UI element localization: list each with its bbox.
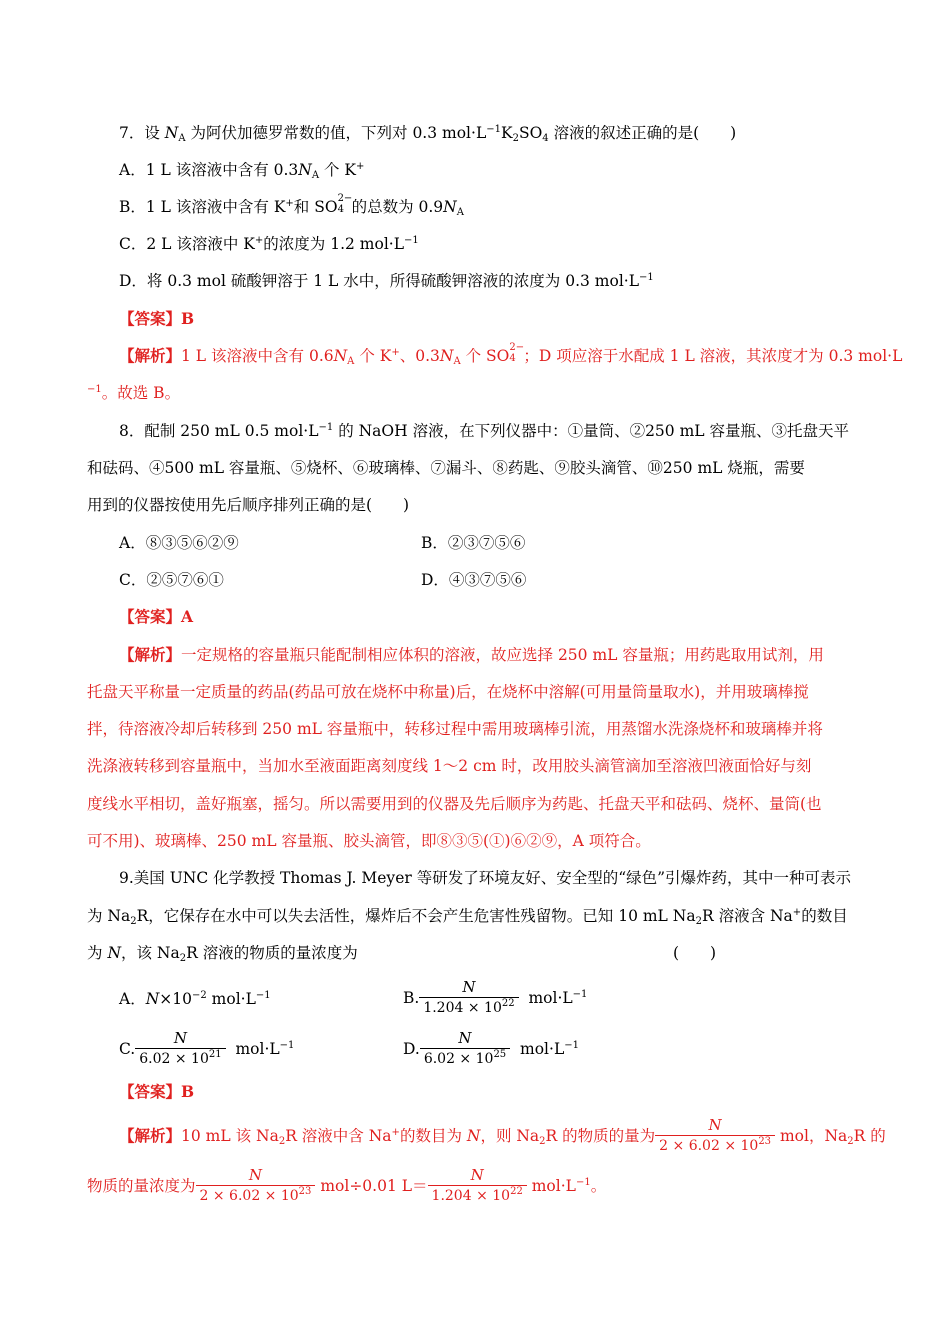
fraction: $\frac{N}{1.204 \times 10^{22}}$ xyxy=(419,979,518,1016)
q9-explanation-line2: 物质的量浓度为 $\frac{N}{2 \times 6.02 \times 10^{23}}$ mol÷0.01 L＝ $\frac{N}{1.204 \times 10^{22}}$ $mol\cdot L^{-1}$。 xyxy=(87,1165,607,1204)
q7-option-d: D．将 0.3 mol 硫酸钾溶于 1 L 水中，所得硫酸钾溶液的浓度为 0.3 $mol\cdot L^{-1}$ xyxy=(119,272,654,290)
q8-stem-line3: 用到的仪器按使用先后顺序排列正确的是( ) xyxy=(87,496,410,514)
q7-explanation-line1: 【解析】1 L 该溶液中含有 $0.6N_A$ 个 K+、$0.3N_A$ 个 SO 2− 4 ；D 项应溶于水配成 1 L 溶液，其浓度才为 0.3 mol·L xyxy=(119,342,903,367)
fraction: $\frac{N}{1.204 \times 10^{22}}$ xyxy=(428,1167,527,1204)
q8-explanation-line4: 洗涤液转移到容量瓶中，当加水至液面距离刻度线 1～2 cm 时，改用胶头滴管滴加至溶液凹液面恰好与刻 xyxy=(87,757,812,775)
q9-option-a: A．$N\times 10^{-2}$ $mol\cdot L^{-1}$ xyxy=(119,990,271,1008)
q9-option-b: B. $\frac{N}{1.204 \times 10^{22}}$ $mol\cdot L^{-1}$ xyxy=(403,977,588,1016)
q8-option-b: B．②③⑦⑤⑥ xyxy=(421,534,526,552)
q9-answer-paren: ( ) xyxy=(673,944,717,962)
q8-stem-line2: 和砝码、④500 mL 容量瓶、⑤烧杯、⑥玻璃棒、⑦漏斗、⑧药匙、⑨胶头滴管、⑩250 mL 烧瓶，需要 xyxy=(87,459,805,477)
q8-explanation-line2: 托盘天平称量一定质量的药品(药品可放在烧杯中称量)后，在烧杯中溶解(可用量筒量取水)，并用玻璃棒搅 xyxy=(87,683,809,701)
fraction: $\frac{N}{6.02 \times 10^{21}}$ xyxy=(135,1030,225,1067)
q8-option-c: C．②⑤⑦⑥① xyxy=(119,571,224,589)
q8-explanation-line5: 度线水平相切，盖好瓶塞，摇匀。所以需要用到的仪器及先后顺序为药匙、托盘天平和砝码、烧杯、量筒(也 xyxy=(87,795,822,813)
q9-option-c: C. $\frac{N}{6.02 \times 10^{21}}$ $mol\cdot L^{-1}$ xyxy=(119,1028,295,1067)
q9-stem-line1: 9.美国 UNC 化学教授 Thomas J. Meyer 等研发了环境友好、安全型的“绿色”引爆炸药，其中一种可表示 xyxy=(119,869,852,887)
q7-option-c: C．2 L 该溶液中 K+的浓度为 1.2 $mol\cdot L^{-1}$ xyxy=(119,235,419,253)
q9-answer: 【答案】B xyxy=(119,1082,195,1101)
q8-stem-line1: 8．配制 250 mL 0.5 $mol\cdot L^{-1}$ 的 NaOH 溶液，在下列仪器中：①量筒、②250 mL 容量瓶、③托盘天平 xyxy=(119,422,850,440)
fraction: $\frac{N}{2 \times 6.02 \times 10^{23}}$ xyxy=(655,1117,775,1154)
q9-option-d: D. $\frac{N}{6.02 \times 10^{25}}$ $mol\cdot L^{-1}$ xyxy=(403,1028,579,1067)
q7-answer: 【答案】B xyxy=(119,309,195,328)
q8-option-a: A．⑧③⑤⑥②⑨ xyxy=(119,534,239,552)
q8-explanation-line6: 可不用)、玻璃棒、250 mL 容量瓶、胶头滴管，即⑧③⑤(①)⑥②⑨，A 项符合。 xyxy=(87,832,651,850)
q7-option-b: B．1 L 该溶液中含有 K+和 SO 2− 4 的总数为 $0.9N_A$ xyxy=(119,193,464,218)
q7-explanation-line2: $^{-1}$。故选 B。 xyxy=(87,384,181,402)
q8-answer: 【答案】A xyxy=(119,607,194,626)
fraction: $\frac{N}{2 \times 6.02 \times 10^{23}}$ xyxy=(196,1167,316,1204)
q9-explanation-line1: 【解析】10 mL 该 $Na_2R$ 溶液中含 Na+的数目为 N，则 $Na_2R$ 的物质的量为 $\frac{N}{2 \times 6.02 \times 10^{23}}$ mol，$Na_2R$ 的 xyxy=(119,1115,886,1154)
q7-option-a: A．1 L 该溶液中含有 $0.3N_A$ 个 K+ xyxy=(119,161,365,181)
q9-stem-line3: 为 N，该 $Na_2R$ 溶液的物质的量浓度为 xyxy=(87,944,358,964)
q8-option-d: D．④③⑦⑤⑥ xyxy=(421,571,527,589)
q8-explanation-line3: 拌，待溶液冷却后转移到 250 mL 容量瓶中，转移过程中需用玻璃棒引流，用蒸馏水洗涤烧杯和玻璃棒并将 xyxy=(87,720,823,738)
fraction: $\frac{N}{6.02 \times 10^{25}}$ xyxy=(420,1030,510,1067)
q8-explanation-line1: 【解析】一定规格的容量瓶只能配制相应体积的溶液，故应选择 250 mL 容量瓶；用药匙取用试剂，用 xyxy=(119,645,824,664)
q7-stem: 7．设 $N_A$ 为阿伏加德罗常数的值，下列对 0.3 $mol\cdot L^{-1}K_2SO_4$ 溶液的叙述正确的是( ) xyxy=(119,124,737,144)
q9-stem-line2: 为 $Na_2R$，它保存在水中可以失去活性，爆炸后不会产生危害性残留物。已知 10 mL $Na_2R$ 溶液含 Na+的数目 xyxy=(87,907,848,927)
